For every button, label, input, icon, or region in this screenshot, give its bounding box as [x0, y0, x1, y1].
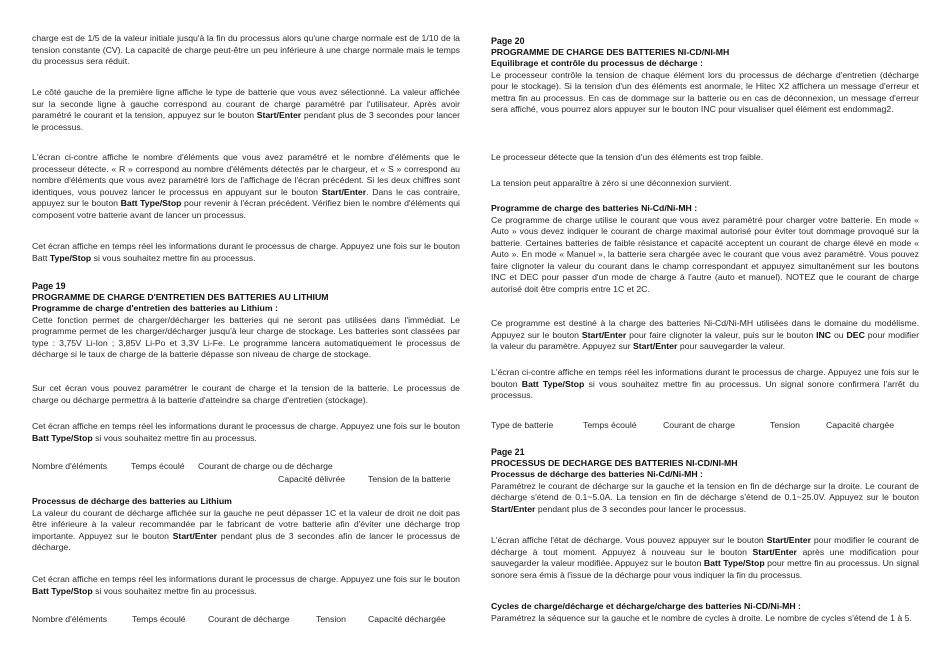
button-ref: Type/Stop	[49, 252, 92, 263]
paragraph: Le processeur détecte que la tension d'un des éléments est trop faible.	[491, 152, 764, 162]
text: La valeur du courant de décharge affichée sur la gauche ne peut dépasser 1C et la valeur de droit ne doit pas être inférieure à la valeur recommandée par le fabricant de votre batterie afin d'éviter une décharge trop importante. Appuyez sur le bouton	[32, 507, 460, 541]
text: L'écran ci-contre affiche en temps réel les informations durant le processus de charge. Appuyez une fois sur le bouton	[491, 367, 919, 389]
paragraph	[32, 241, 460, 264]
section-title: PROGRAMME DE CHARGE DES BATTERIES NI-CD/NI-MH	[491, 47, 730, 57]
text: Le côté gauche de la première ligne affiche le type de batterie que vous avez sélectionné. La valeur affichée sur la seconde ligne à gauche correspond au courant de charge paramétré par l'utilisateur. Après avoir paramétré le courant et la tension, appuyez sur le bouton	[32, 87, 460, 120]
text: après une modification pour sauvegarder la valeur modifiée. Appuyez sur le bouton	[491, 546, 919, 568]
legend-label: Temps écoulé	[132, 614, 186, 624]
display-legend	[491, 420, 919, 431]
paragraph: Le processeur contrôle la tension de chaque élément lors du processus de décharge d'entretien (décharge pour le stockage). Si la tension d'un des éléments est anormale, le Hitec X2 affichera un message d'erreur et mettra fin au processus. En cas de dommage sur la batterie ou en cas de déconnexion, un message d'erreur sera affiché, vous pourrez alors appuyer sur le bouton INC pour visualiser quel élément est endommag2.	[491, 69, 919, 114]
text: si vous souhaitez mettre fin au processus.	[92, 585, 257, 596]
page-number: Page 20	[491, 36, 525, 46]
text: pendant plus de 3 secondes pour lancer le processus.	[535, 503, 746, 514]
legend-label: Type de batterie	[491, 420, 554, 430]
text: si vous souhaitez mettre fin au processus. Un signal sonore confirmera l'arrêt du processus.	[491, 378, 919, 400]
legend-label: Temps écoulé	[583, 420, 637, 430]
paragraph	[491, 367, 919, 402]
paragraph: Cette fonction permet de charger/décharger les batteries qui ne seront pas utilisées dans l'immédiat. Le programme permet de les charger/décharger jusqu'à leur charge de stockage. Les batteries sont classées par type : 3,75V Li-Ion ; 3,85V Li-Po et 3,3V Li-Fe. Le programme lancera automatiquement le processus de décharge si le taux de charge de la batterie dépasse son niveau de charge de stockage.	[32, 314, 460, 359]
section-subtitle: Processus de décharge des batteries Ni-Cd/Ni-MH :	[491, 469, 703, 479]
paragraph: charge est de 1/5 de la valeur initiale jusqu'à la fin du processus alors qu'une charge normale est de 1/10 de la tension constante (CV). La capacité de charge peut-être un peu inférieure à une charge normale mais le temps du processus sera réduit.	[32, 33, 460, 66]
legend-label: Nombre d'éléments	[32, 461, 108, 471]
button-ref: Start/Enter	[752, 546, 797, 557]
legend-label: Temps écoulé	[131, 461, 185, 471]
paragraph	[491, 481, 919, 516]
section-subtitle: Cycles de charge/décharge et décharge/charge des batteries Ni-CD/Ni-MH :	[491, 601, 801, 611]
button-ref: Batt Type/Stop	[32, 432, 93, 443]
text: pour sauvegarder la valeur.	[677, 341, 786, 351]
paragraph	[491, 535, 919, 581]
button-ref: Start/Enter	[766, 535, 812, 545]
text: pour modifier le courant de décharge à tout moment. Appuyez à nouveau sur le bouton	[491, 535, 919, 557]
display-legend	[32, 614, 460, 625]
paragraph	[32, 152, 460, 221]
section-lithium-discharge	[32, 496, 460, 554]
legend-label: Capacité chargée	[826, 420, 895, 430]
text: si vous souhaitez mettre fin au processus.	[92, 432, 257, 443]
button-ref: INC	[816, 329, 832, 340]
text: si vous souhaitez mettre fin au processus.	[91, 252, 256, 263]
display-legend	[278, 474, 451, 485]
section-subtitle: Programme de charge des batteries Ni-Cd/Ni-MH :	[491, 203, 698, 213]
legend-label: Courant de décharge	[208, 614, 290, 624]
paragraph: La tension peut apparaître à zéro si une déconnexion survient.	[491, 178, 732, 188]
text: Cet écran affiche en temps réel les informations durant le processus de charge. Appuyez une fois sur le bouton	[32, 574, 460, 584]
text: Ce programme est destiné à la charge des batteries Ni-Cd/Ni-MH utilisées dans le domaine du modélisme. Appuyez sur le bouton	[491, 318, 919, 340]
button-ref: Start/Enter	[321, 186, 367, 197]
section-subtitle: Processus de décharge des batteries au Lithium	[32, 496, 232, 506]
text: ou	[831, 329, 847, 340]
text: pendant plus de 3 secondes afin de lancer le processus de décharge.	[32, 530, 460, 552]
legend-label: Capacité déchargée	[368, 614, 446, 624]
button-ref: DEC	[846, 329, 865, 340]
legend-label: Tension de la batterie	[368, 474, 451, 484]
button-ref: Batt Type/Stop	[120, 198, 182, 208]
paragraph	[32, 421, 460, 444]
button-ref: Start/Enter	[256, 110, 302, 120]
text: . Dans le cas contraire, appuyez sur le bouton	[32, 186, 461, 208]
paragraph: Ce programme de charge utilise le courant que vous avez paramétré pour charger votre batterie. En mode « Auto » vous devez indiquer le courant de charge maximal autorisé pour éviter tout dommage provoqué sur la batterie. Certaines batteries de faible résistance et capacité acceptent un courant de charge élevé en mode « Auto ». En mode « Manuel », la batterie sera chargée avec le courant que vous avez paramétré. Vous pouvez faire clignoter la valeur du courant dans le champ correspondant et appuyez simultanément sur les boutons INC et DEC pour passer d'un mode de charge à l'autre (auto et manuel). NOTEZ que le courant de charge autorisé doit être compris entre 1C et 2C.	[491, 214, 919, 294]
text: pour mettre fin au processus. Un signal sonore sera émis à l'issue de la décharge pour vous indiquer la fin du processus.	[491, 558, 919, 580]
paragraph	[32, 574, 460, 597]
section-page-21	[491, 447, 919, 515]
text: pour faire clignoter la valeur, puis sur le bouton	[626, 329, 817, 340]
text: Cet écran affiche en temps réel les informations durant le processus de charge. Appuyez une fois sur le bouton Batt	[32, 241, 460, 263]
paragraph: Sur cet écran vous pouvez paramétrer le courant de charge et la tension de la batterie. Le processus de charge ou décharge permettra à la batterie d'atteindre sa charge d'entretien (stockage).	[32, 383, 460, 405]
page-number: Page 21	[491, 447, 525, 457]
section-subtitle: Programme de charge d'entretien des batteries au Lithium :	[32, 303, 278, 313]
page-number: Page 19	[32, 281, 66, 291]
button-ref: Start/Enter	[491, 503, 536, 514]
text: Cet écran affiche en temps réel les informations durant le processus de charge. Appuyez une fois sur le bouton	[32, 421, 460, 431]
section-subtitle: Equilibrage et contrôle du processus de décharge :	[491, 58, 703, 68]
display-legend	[32, 461, 460, 472]
button-ref: Batt Type/Stop	[703, 558, 765, 568]
legend-label: Tension	[770, 420, 800, 430]
button-ref: Batt Type/Stop	[521, 378, 585, 389]
legend-label: Courant de charge	[663, 420, 735, 430]
text: L'écran ci-contre affiche le nombre d'éléments que vous avez paramétré et le nombre d'éléments que le processeur détecte. « R » correspond au nombre d'éléments détectés par le chargeur, et « S » correspond au nombre d'éléments que vous avez paramétré lors de l'affichage de l'écran précédent. Si les deux chiffres sont identiques, vous pouvez lancer le processus en appuyant sur le bouton	[32, 152, 460, 197]
legend-label: Nombre d'éléments	[32, 614, 108, 624]
legend-label: Tension	[316, 614, 346, 624]
text: pour modifier la valeur du paramètre. Appuyez sur	[491, 329, 919, 351]
legend-label: Capacité délivrée	[278, 474, 346, 484]
section-cycles	[491, 601, 919, 624]
section-page-19	[32, 281, 460, 361]
section-nicd-charge	[491, 203, 919, 295]
paragraph: Paramétrez la séquence sur la gauche et le nombre de cycles à droite. Le nombre de cycles s'étend de 1 à 5.	[491, 612, 912, 623]
text: L'écran affiche l'état de décharge. Vous pouvez appuyer sur le bouton	[491, 535, 767, 545]
button-ref: Start/Enter	[172, 530, 218, 541]
button-ref: Batt Type/Stop	[32, 585, 93, 596]
section-page-20	[491, 36, 919, 116]
section-title: PROGRAMME DE CHARGE D'ENTRETIEN DES BATTERIES AU LITHIUM	[32, 292, 329, 302]
paragraph	[32, 87, 460, 133]
text: pendant plus de 3 secondes pour lancer le processus.	[32, 110, 460, 132]
section-title: PROCESSUS DE DECHARGE DES BATTERIES NI-CD/NI-MH	[491, 458, 738, 468]
button-ref: Start/Enter	[581, 329, 627, 340]
legend-label: Courant de charge ou de décharge	[198, 461, 333, 471]
paragraph	[32, 508, 460, 554]
text: pour revenir à l'écran précédent. Vérifiez bien le nombre d'éléments qui composent votre batterie avant de lancer un processus.	[32, 198, 460, 220]
text: Paramétrez le courant de décharge sur la gauche et la tension en fin de décharge sur la droite. Le courant de décharge s'étend de 0.1~5.0A. La tension en fin de décharge s'étend de 0.1~25.0V. Appuyez sur le bouton	[491, 480, 919, 502]
paragraph	[491, 318, 919, 353]
button-ref: Start/Enter	[632, 341, 678, 351]
